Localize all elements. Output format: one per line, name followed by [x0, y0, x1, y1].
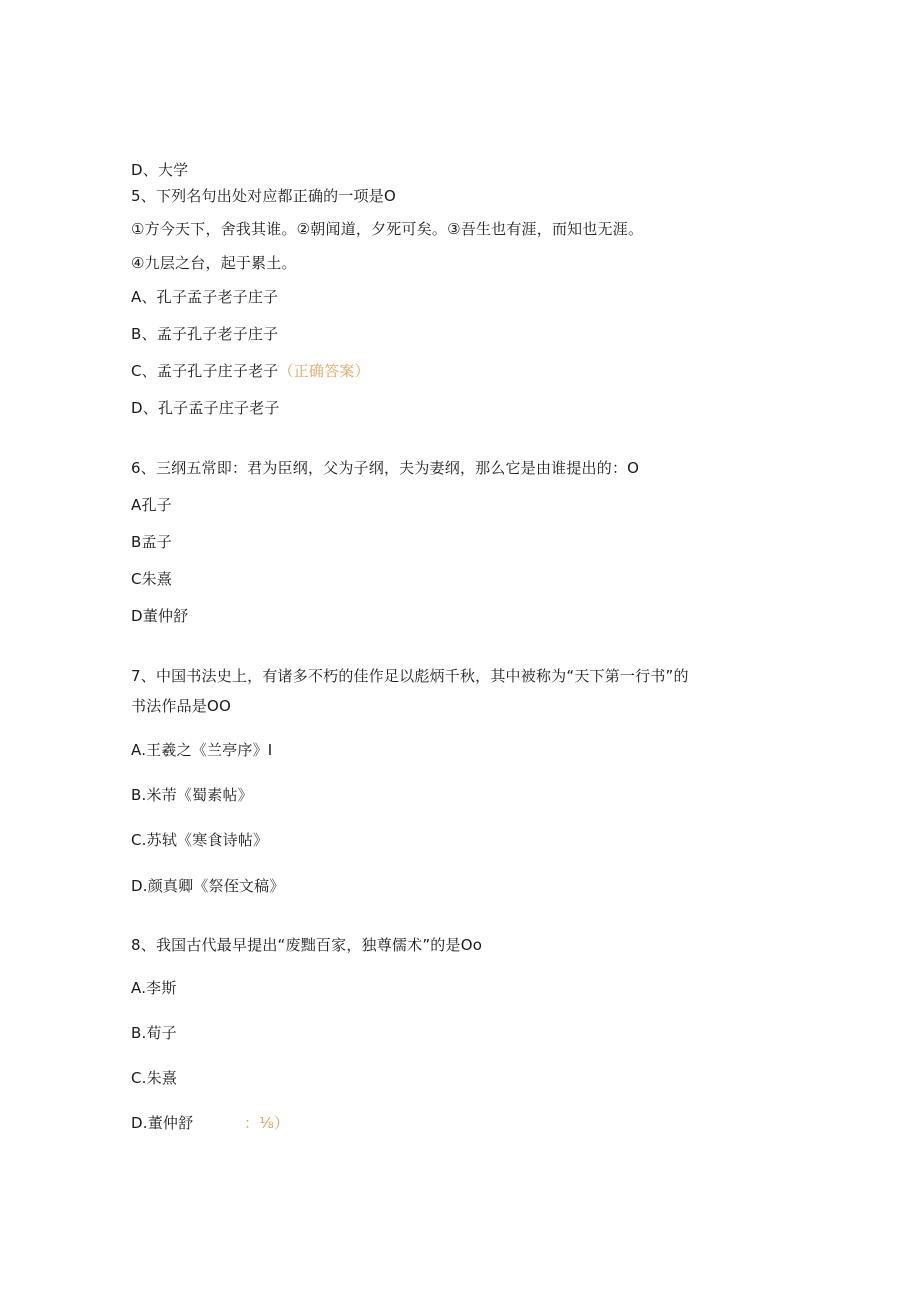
q8-option-a: A.李斯	[131, 979, 177, 997]
q4-option-d: D、大学	[131, 161, 189, 179]
q8-option-d: D.董仲舒	[131, 1114, 194, 1132]
q5-quote-line-1: ①方今天下，舍我其谁。②朝闻道，夕死可矣。③吾生也有涯，而知也无涯。	[131, 220, 644, 238]
q5-option-d: D、孔子孟子庄子老子	[131, 399, 280, 417]
q6-option-d: D董仲舒	[131, 607, 189, 625]
q7-option-c: C.苏轼《寒食诗帖》	[131, 831, 269, 849]
q6-option-b: B孟子	[131, 533, 172, 551]
q5-option-c: C、孟子孔子庄子老子	[131, 362, 279, 380]
q7-stem-line-2: 书法作品是OO	[131, 697, 232, 715]
q6-option-c: C朱熹	[131, 570, 173, 588]
q5-option-c-row	[131, 361, 370, 381]
q5-stem: 5、下列名句出处对应都正确的一项是O	[131, 187, 396, 205]
q6-option-a: A孔子	[131, 496, 172, 514]
q8-option-b: B.荀子	[131, 1024, 177, 1042]
q7-option-b: B.米芾《蜀素帖》	[131, 786, 253, 804]
q8-stem: 8、我国古代最早提出“废黜百家，独尊儒术”的是Oo	[131, 936, 483, 954]
q6-stem: 6、三纲五常即：君为臣纲，父为子纲，夫为妻纲，那么它是由谁提出的：O	[131, 459, 640, 477]
q7-stem-line-1: 7、中国书法史上，有诸多不朽的佳作足以彪炳千秋，其中被称为“天下第一行书”的	[131, 667, 689, 685]
correct-answer-tag: （正确答案）	[278, 362, 370, 380]
q5-option-b: B、孟子孔子老子庄子	[131, 325, 279, 343]
q7-option-d: D.颜真卿《祭侄文稿》	[131, 877, 285, 895]
q8-option-c: C.朱熹	[131, 1069, 178, 1087]
q7-option-a: A.王羲之《兰亭序》I	[131, 741, 273, 759]
q5-option-a: A、孔子孟子老子庄子	[131, 288, 279, 306]
q8-trailing-marks: ：⅛）	[244, 1114, 290, 1132]
q5-quote-line-2: ④九层之台，起于累土。	[131, 254, 297, 272]
